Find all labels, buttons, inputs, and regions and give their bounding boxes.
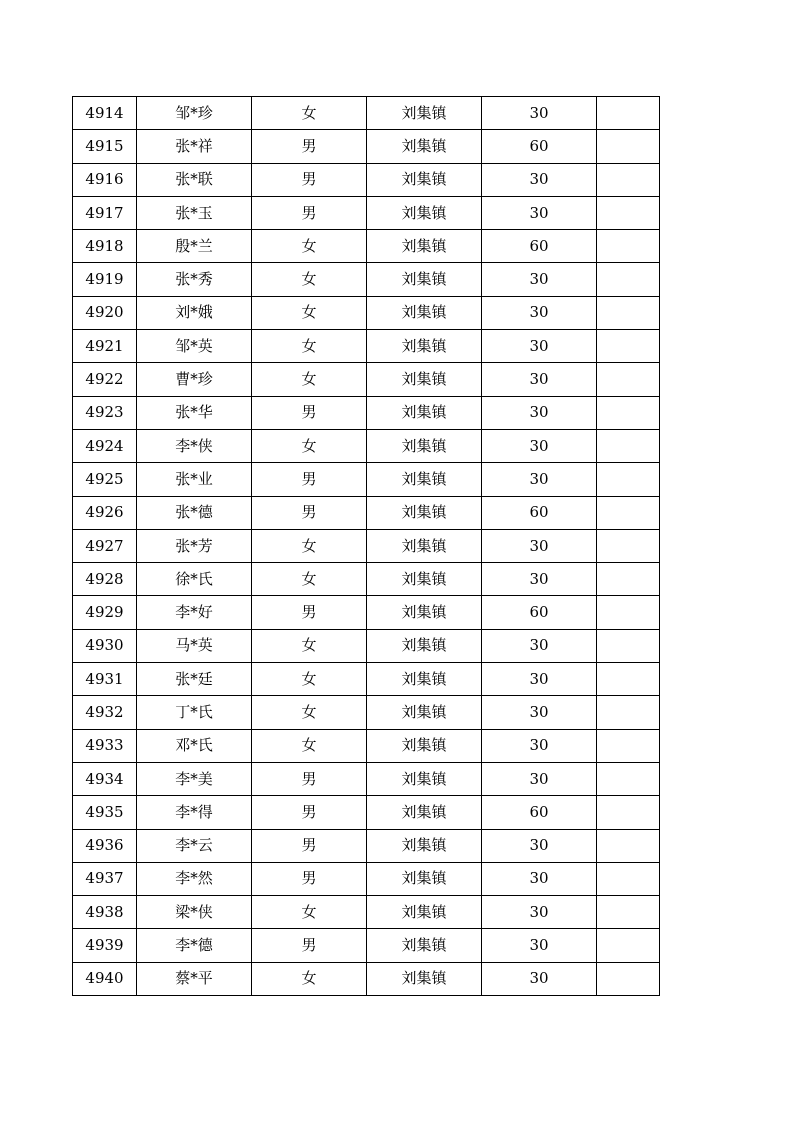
gender-cell: 男 [252,130,367,163]
records-table [72,96,660,996]
table-row [73,296,660,329]
amount-cell: 30 [482,529,597,562]
gender-cell: 女 [252,330,367,363]
note-cell [597,729,660,762]
record-id-cell: 4918 [73,230,137,263]
record-id-cell: 4934 [73,762,137,795]
record-id-cell: 4933 [73,729,137,762]
gender-cell: 女 [252,363,367,396]
name-cell: 殷*兰 [137,230,252,263]
town-cell: 刘集镇 [367,929,482,962]
table-row [73,829,660,862]
record-id-cell: 4929 [73,596,137,629]
amount-cell: 30 [482,896,597,929]
gender-cell: 男 [252,163,367,196]
amount-cell: 30 [482,962,597,995]
table-row [73,896,660,929]
amount-cell: 30 [482,330,597,363]
note-cell [597,629,660,662]
note-cell [597,796,660,829]
name-cell: 张*秀 [137,263,252,296]
table-row [73,463,660,496]
name-cell: 邹*珍 [137,97,252,130]
table-row [73,696,660,729]
table-row [73,729,660,762]
note-cell [597,330,660,363]
table-row [73,529,660,562]
town-cell: 刘集镇 [367,829,482,862]
record-id-cell: 4914 [73,97,137,130]
table-row [73,429,660,462]
town-cell: 刘集镇 [367,429,482,462]
table-row [73,929,660,962]
record-id-cell: 4921 [73,330,137,363]
record-id-cell: 4915 [73,130,137,163]
name-cell: 马*英 [137,629,252,662]
amount-cell: 30 [482,929,597,962]
amount-cell: 30 [482,363,597,396]
note-cell [597,696,660,729]
name-cell: 张*芳 [137,529,252,562]
gender-cell: 男 [252,196,367,229]
note-cell [597,363,660,396]
record-id-cell: 4936 [73,829,137,862]
gender-cell: 女 [252,896,367,929]
note-cell [597,429,660,462]
gender-cell: 男 [252,929,367,962]
note-cell [597,263,660,296]
town-cell: 刘集镇 [367,496,482,529]
gender-cell: 男 [252,862,367,895]
record-id-cell: 4939 [73,929,137,962]
note-cell [597,463,660,496]
table-row [73,796,660,829]
note-cell [597,196,660,229]
name-cell: 邓*氏 [137,729,252,762]
note-cell [597,596,660,629]
name-cell: 刘*娥 [137,296,252,329]
town-cell: 刘集镇 [367,163,482,196]
name-cell: 张*业 [137,463,252,496]
gender-cell: 男 [252,496,367,529]
note-cell [597,862,660,895]
amount-cell: 60 [482,230,597,263]
gender-cell: 女 [252,729,367,762]
amount-cell: 30 [482,663,597,696]
amount-cell: 30 [482,563,597,596]
town-cell: 刘集镇 [367,563,482,596]
gender-cell: 男 [252,829,367,862]
note-cell [597,130,660,163]
town-cell: 刘集镇 [367,330,482,363]
record-id-cell: 4928 [73,563,137,596]
record-id-cell: 4940 [73,962,137,995]
name-cell: 丁*氏 [137,696,252,729]
town-cell: 刘集镇 [367,230,482,263]
note-cell [597,230,660,263]
note-cell [597,762,660,795]
record-id-cell: 4937 [73,862,137,895]
note-cell [597,97,660,130]
town-cell: 刘集镇 [367,663,482,696]
gender-cell: 女 [252,97,367,130]
town-cell: 刘集镇 [367,862,482,895]
town-cell: 刘集镇 [367,629,482,662]
gender-cell: 女 [252,629,367,662]
record-id-cell: 4919 [73,263,137,296]
amount-cell: 60 [482,596,597,629]
gender-cell: 女 [252,230,367,263]
note-cell [597,929,660,962]
table-row [73,97,660,130]
name-cell: 曹*珍 [137,363,252,396]
name-cell: 张*廷 [137,663,252,696]
amount-cell: 60 [482,130,597,163]
town-cell: 刘集镇 [367,196,482,229]
gender-cell: 女 [252,663,367,696]
name-cell: 张*华 [137,396,252,429]
amount-cell: 30 [482,396,597,429]
record-id-cell: 4924 [73,429,137,462]
records-table-body [73,97,660,996]
note-cell [597,829,660,862]
town-cell: 刘集镇 [367,396,482,429]
name-cell: 李*然 [137,862,252,895]
table-row [73,762,660,795]
gender-cell: 女 [252,962,367,995]
record-id-cell: 4925 [73,463,137,496]
town-cell: 刘集镇 [367,130,482,163]
amount-cell: 30 [482,862,597,895]
note-cell [597,563,660,596]
amount-cell: 30 [482,296,597,329]
name-cell: 梁*侠 [137,896,252,929]
note-cell [597,496,660,529]
record-id-cell: 4916 [73,163,137,196]
note-cell [597,962,660,995]
amount-cell: 60 [482,796,597,829]
gender-cell: 男 [252,396,367,429]
gender-cell: 男 [252,762,367,795]
amount-cell: 30 [482,429,597,462]
amount-cell: 30 [482,97,597,130]
record-id-cell: 4917 [73,196,137,229]
table-row [73,396,660,429]
table-row [73,962,660,995]
table-row [73,629,660,662]
town-cell: 刘集镇 [367,529,482,562]
name-cell: 李*德 [137,929,252,962]
gender-cell: 男 [252,596,367,629]
gender-cell: 女 [252,563,367,596]
table-row [73,496,660,529]
name-cell: 李*侠 [137,429,252,462]
amount-cell: 30 [482,729,597,762]
town-cell: 刘集镇 [367,762,482,795]
record-id-cell: 4931 [73,663,137,696]
gender-cell: 女 [252,429,367,462]
amount-cell: 30 [482,696,597,729]
name-cell: 蔡*平 [137,962,252,995]
name-cell: 张*祥 [137,130,252,163]
table-row [73,663,660,696]
gender-cell: 女 [252,529,367,562]
town-cell: 刘集镇 [367,363,482,396]
amount-cell: 60 [482,496,597,529]
note-cell [597,296,660,329]
record-id-cell: 4922 [73,363,137,396]
name-cell: 徐*氏 [137,563,252,596]
note-cell [597,396,660,429]
note-cell [597,896,660,929]
amount-cell: 30 [482,762,597,795]
amount-cell: 30 [482,629,597,662]
amount-cell: 30 [482,463,597,496]
name-cell: 李*云 [137,829,252,862]
town-cell: 刘集镇 [367,263,482,296]
note-cell [597,663,660,696]
name-cell: 张*德 [137,496,252,529]
record-id-cell: 4923 [73,396,137,429]
record-id-cell: 4926 [73,496,137,529]
name-cell: 李*美 [137,762,252,795]
record-id-cell: 4935 [73,796,137,829]
town-cell: 刘集镇 [367,796,482,829]
record-id-cell: 4932 [73,696,137,729]
gender-cell: 男 [252,463,367,496]
town-cell: 刘集镇 [367,896,482,929]
name-cell: 张*联 [137,163,252,196]
town-cell: 刘集镇 [367,962,482,995]
table-row [73,363,660,396]
name-cell: 李*好 [137,596,252,629]
table-row [73,263,660,296]
table-row [73,563,660,596]
town-cell: 刘集镇 [367,296,482,329]
gender-cell: 女 [252,696,367,729]
note-cell [597,529,660,562]
town-cell: 刘集镇 [367,97,482,130]
gender-cell: 男 [252,796,367,829]
table-row [73,862,660,895]
amount-cell: 30 [482,829,597,862]
name-cell: 李*得 [137,796,252,829]
name-cell: 张*玉 [137,196,252,229]
table-row [73,130,660,163]
name-cell: 邹*英 [137,330,252,363]
table-row [73,196,660,229]
record-id-cell: 4927 [73,529,137,562]
table-row [73,230,660,263]
note-cell [597,163,660,196]
table-row [73,596,660,629]
gender-cell: 女 [252,296,367,329]
amount-cell: 30 [482,196,597,229]
town-cell: 刘集镇 [367,729,482,762]
record-id-cell: 4930 [73,629,137,662]
amount-cell: 30 [482,163,597,196]
record-id-cell: 4920 [73,296,137,329]
town-cell: 刘集镇 [367,463,482,496]
town-cell: 刘集镇 [367,596,482,629]
table-row [73,163,660,196]
town-cell: 刘集镇 [367,696,482,729]
table-row [73,330,660,363]
amount-cell: 30 [482,263,597,296]
gender-cell: 女 [252,263,367,296]
record-id-cell: 4938 [73,896,137,929]
